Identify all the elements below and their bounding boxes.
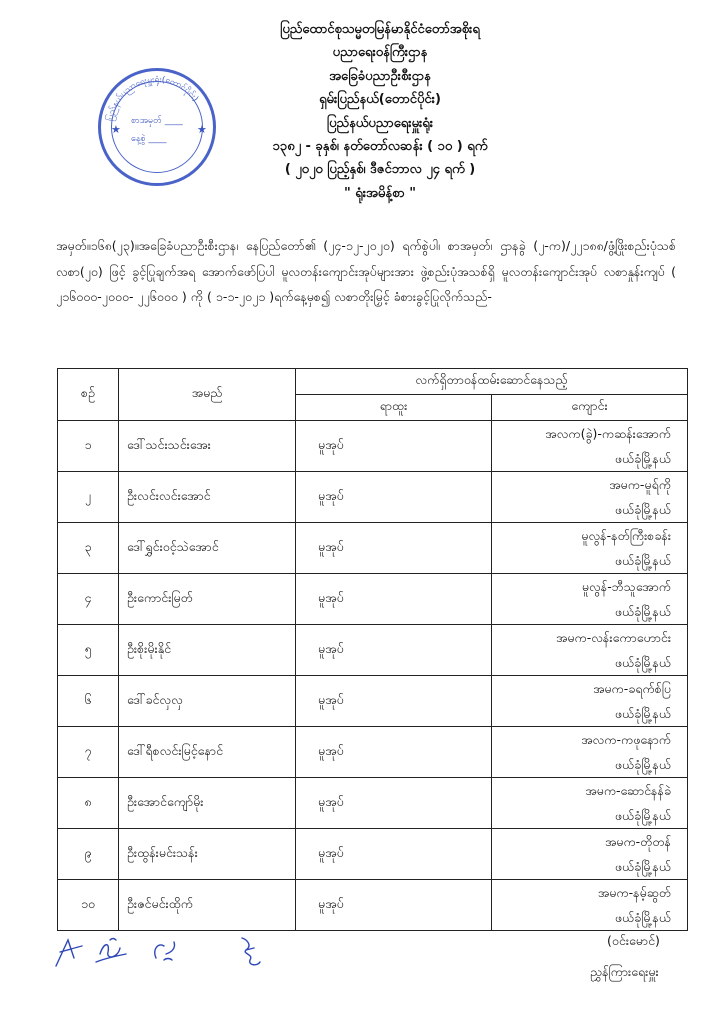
- row-school: အမက-မူရ်ကို: [609, 477, 671, 492]
- row-school: မူလွန်-ဘီသူအောက်: [581, 579, 671, 594]
- table-row: [58, 421, 688, 472]
- row-township: ဖယ်ခုံမြို့နယ်: [614, 451, 671, 466]
- row-township: ဖယ်ခုံမြို့နယ်: [614, 502, 671, 517]
- row-school-cell: [492, 880, 688, 931]
- seal-reference-field: စာအမှတ် ____: [131, 116, 183, 126]
- row-school-cell: [492, 421, 688, 472]
- table-row: [58, 472, 688, 523]
- row-school-cell: [492, 778, 688, 829]
- row-name: ဒေါ်ရီစလင်းမြင့်နောင်: [119, 727, 296, 778]
- signature-2: [96, 939, 126, 963]
- row-rank: မူအုပ်: [296, 625, 492, 676]
- row-rank: မူအုပ်: [296, 472, 492, 523]
- document-header: [180, 18, 580, 205]
- row-school-cell: [492, 727, 688, 778]
- row-township: ဖယ်ခုံမြို့နယ်: [614, 808, 671, 823]
- column-header-school: ကျောင်း: [492, 395, 688, 421]
- row-number: ၁၀: [58, 880, 119, 931]
- row-school: အမက-ခရက်စ်ပြ: [592, 681, 671, 696]
- office-seal-stamp: [98, 68, 216, 186]
- table-row: [58, 574, 688, 625]
- signature-1: [56, 940, 82, 966]
- row-name: ဒေါ်ရွှင်းဝင့်သဲအောင်: [119, 523, 296, 574]
- signature-3: [155, 942, 175, 960]
- column-header-no: စဉ်: [58, 369, 119, 421]
- row-rank: မူအုပ်: [296, 727, 492, 778]
- signatures: [48, 928, 288, 972]
- table-row: [58, 778, 688, 829]
- table-row: [58, 880, 688, 931]
- row-school: အလက-ကဖုနောက်: [581, 732, 671, 747]
- column-header-rank: ရာထူး: [296, 395, 492, 421]
- row-name: ဦးဇင်မင်းထိုက်: [119, 880, 296, 931]
- row-name: ဦးကောင်းမြတ်: [119, 574, 296, 625]
- row-township: ဖယ်ခုံမြို့နယ်: [614, 553, 671, 568]
- row-school-cell: [492, 625, 688, 676]
- signer-title: ညွှန်ကြားရေးမှူး: [590, 964, 659, 979]
- row-school-cell: [492, 523, 688, 574]
- header-line-ministry: ပညာရေးဝန်ကြီးဌာန: [332, 45, 428, 61]
- row-township: ဖယ်ခုံမြို့နယ်: [614, 604, 671, 619]
- row-school-cell: [492, 829, 688, 880]
- row-township: ဖယ်ခုံမြို့နယ်: [614, 859, 671, 874]
- row-rank: မူအုပ်: [296, 778, 492, 829]
- column-header-current-post: လက်ရှိတာဝန်ထမ်းဆောင်နေသည့်: [296, 369, 688, 395]
- header-line-government: ပြည်ထောင်စုသမ္မတမြန်မာနိုင်ငံတော်အစိုးရ: [280, 22, 480, 37]
- row-number: ၁: [58, 421, 119, 472]
- row-township: ဖယ်ခုံမြို့နယ်: [614, 910, 671, 925]
- row-name: ဦးအောင်ကျော်မိုး: [119, 778, 296, 829]
- row-name: ဦးစိုးမိုးနိုင်: [119, 625, 296, 676]
- row-school-cell: [492, 472, 688, 523]
- order-body-text: အမှတ်။၁၆၈(၂၃)။အခြေခံပညာဦးစီးဌာန၊ နေပြည်တော်၏ (၂၄-၁၂-၂၀၂၀) ရက်စွဲပါ၊ စာအမှတ်၊ ဌာနခွဲ (၂-က)/၂၂၁၈၈/ဖွံ့ဖြိုးစည်းပုံသစ်လစာ(၂၀) ဖြင့် ခွင့်ပြုချက်အရ အောက်ဖော်ပြပါ မူလတန်းကျောင်းအုပ်များအား ဖွဲ့စည်းပုံအသစ်ရှိ မူလတန်းကျောင်းအုပ် လစာနှုန်းကျပ် ( ၂၁၆၀၀၀-၂၀၀၀- ၂၂၆၀၀၀ ) ကို ( ၁-၁-၂၀၂၁ )ရက်နေ့မှစ၍ လစာတိုးမြှင့် ခံစားခွင့်ပြုလိုက်သည်-: [56, 238, 676, 304]
- row-school: အလက(ခွဲ)-ကဆန်းအောက်: [545, 426, 671, 441]
- header-line-department: အခြေခံပညာဦးစီးဌာန: [329, 68, 431, 84]
- row-number: ၈: [58, 778, 119, 829]
- row-rank: မူအုပ်: [296, 880, 492, 931]
- teacher-roster-table: [57, 368, 688, 931]
- row-township: ဖယ်ခုံမြို့နယ်: [614, 706, 671, 721]
- row-name: ဦးထွန်းမင်းသန်း: [119, 829, 296, 880]
- row-number: ၄: [58, 574, 119, 625]
- table-row: [58, 676, 688, 727]
- row-rank: မူအုပ်: [296, 829, 492, 880]
- row-township: ဖယ်ခုံမြို့နယ်: [614, 757, 671, 772]
- row-number: ၃: [58, 523, 119, 574]
- row-rank: မူအုပ်: [296, 574, 492, 625]
- table-row: [58, 829, 688, 880]
- seal-star-icon: ★: [197, 123, 207, 136]
- table-row: [58, 523, 688, 574]
- seal-date-field: နေ့စွဲ ____: [131, 134, 167, 144]
- row-school: အမက-လန်းကောဟောင်း: [555, 630, 671, 645]
- row-number: ၉: [58, 829, 119, 880]
- row-number: ၂: [58, 472, 119, 523]
- row-number: ၇: [58, 727, 119, 778]
- signer-name: (ဝင်းမောင်): [607, 933, 660, 948]
- row-name: ဒေါ်သင်းသင်းအေး: [119, 421, 296, 472]
- row-name: ဦးလင်းလင်းအောင်: [119, 472, 296, 523]
- seal-arc-text: ပြည်နယ်ပညာရေးမှူးရုံး(တောင်ပိုင်း): [105, 74, 201, 122]
- header-line-order-title: " ရုံးအမိန့်စာ ": [343, 185, 417, 201]
- header-line-state: ရှမ်းပြည်နယ်(တောင်ပိုင်း): [319, 92, 441, 108]
- column-header-name: အမည်: [119, 369, 296, 421]
- row-number: ၅: [58, 625, 119, 676]
- signature-4: [242, 938, 260, 965]
- header-line-myanmar-date: ၁၃၈၂ - ခုနှစ်၊ နတ်တော်လဆန်း ( ၁၀ ) ရက်: [272, 139, 488, 155]
- row-number: ၆: [58, 676, 119, 727]
- table-row: [58, 625, 688, 676]
- seal-star-icon: ★: [111, 123, 121, 136]
- row-rank: မူအုပ်: [296, 676, 492, 727]
- row-school: မူလွန်-နတ်ကြီးစခန်း: [581, 528, 671, 543]
- row-name: ဒေါ်ခင်လှလှ: [119, 676, 296, 727]
- row-rank: မူအုပ်: [296, 421, 492, 472]
- row-school-cell: [492, 676, 688, 727]
- row-school: အမက-နမ့်ဆွတ်: [597, 885, 671, 900]
- header-line-gregorian-date: ( ၂၀၂၀ ပြည့်နှစ်၊ ဒီဇင်ဘာလ ၂၄ ရက် ): [284, 162, 476, 178]
- row-school: အမက-တိုတန်: [604, 834, 671, 849]
- roster-body: [58, 421, 688, 931]
- table-row: [58, 727, 688, 778]
- row-rank: မူအုပ်: [296, 523, 492, 574]
- row-school-cell: [492, 574, 688, 625]
- header-line-office: ပြည်နယ်ပညာရေးမှူးရုံး: [326, 115, 434, 131]
- row-township: ဖယ်ခုံမြို့နယ်: [614, 655, 671, 670]
- row-school: အမက-ဆောင်နန်ခဲ: [585, 783, 671, 798]
